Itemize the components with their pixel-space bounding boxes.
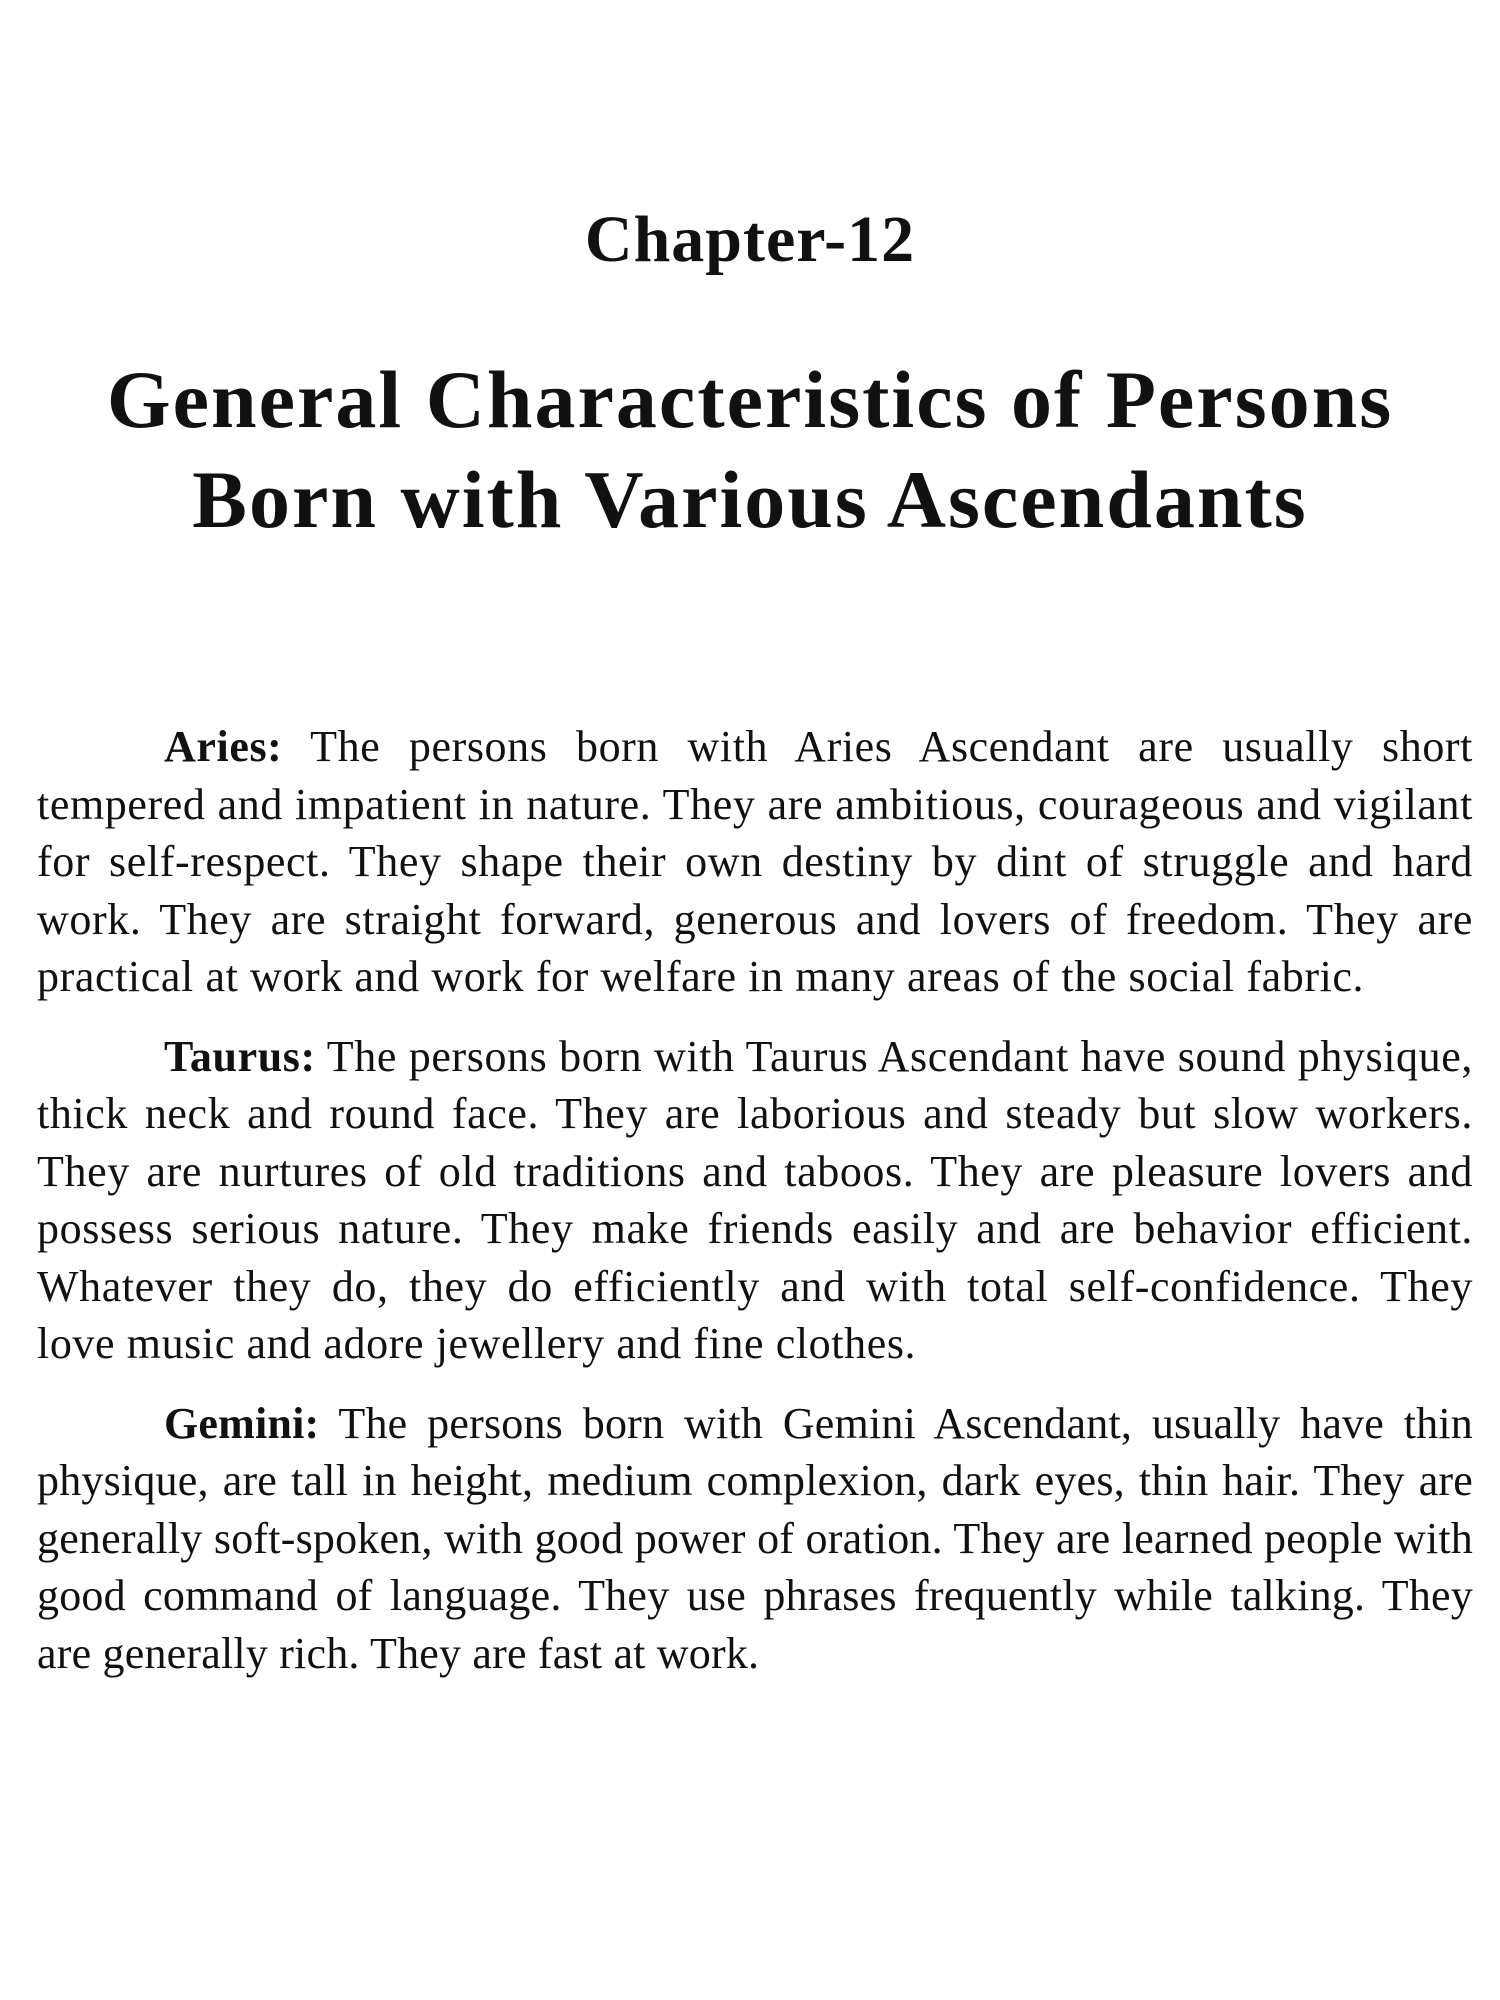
text-taurus: The persons born with Taurus Ascendant have sound physique, thick neck and round face. They are laborious and steady but slow workers. They are nurtures of old traditions and taboos. They are pleasure lovers and possess serious nature. They make friends easily and are behavior efficient. Whatever they do, they do efficiently and with total self-confidence. They love music and adore jewellery and fine clothes. [37,1031,1473,1368]
paragraph-gemini [37,1395,1473,1683]
paragraph-taurus [37,1028,1473,1373]
text-gemini: The persons born with Gemini Ascendant, usually have thin physique, are tall in height, medium complexion, dark eyes, thin hair. They are generally soft-spoken, with good power of oration. They are learned people with good command of language. They use phrases frequently while talking. They are generally rich. They are fast at work. [37,1398,1474,1678]
chapter-label: Chapter-12 [584,203,916,276]
term-aries: Aries: [164,722,283,771]
text-aries: The persons born with Aries Ascendant are usually short tempered and impatient in nature. They are ambitious, courageous and vigilant for self-respect. They shape their own destiny by dint of struggle and hard work. They are straight forward, generous and lovers of freedom. They are practical at work and work for welfare in many areas of the social fabric. [37,722,1473,1001]
chapter-body [37,718,1473,1704]
chapter-title: General Characteristics of Persons Born with Various Ascendants [106,354,1394,545]
term-taurus: Taurus: [164,1031,316,1081]
term-gemini: Gemini: [164,1398,320,1448]
paragraph-aries [37,718,1473,1006]
